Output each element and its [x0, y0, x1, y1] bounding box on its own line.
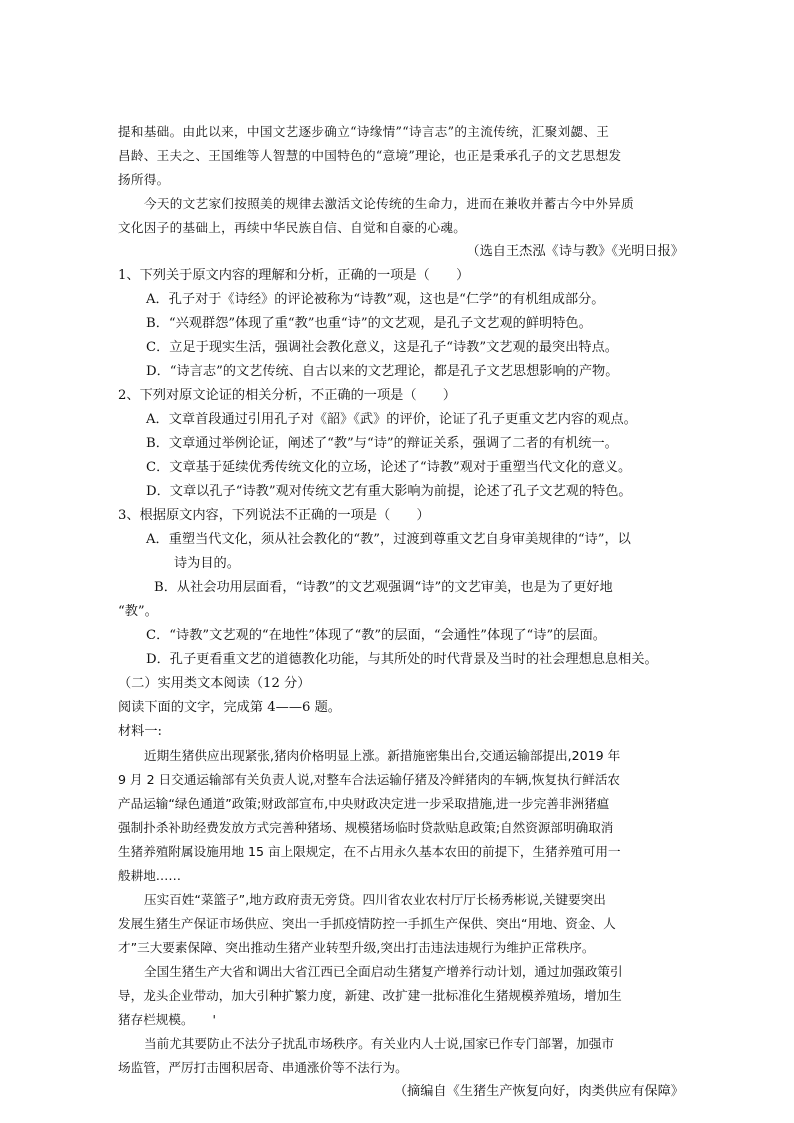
material-line: 导，龙头企业带动，加大引种扩繁力度，新建、改扩建一批标准化生猪规模养殖场，增加生: [118, 988, 622, 1003]
question-3-option-b-cont: “教”。: [118, 604, 158, 619]
material-line: 生猪养殖附属设施用地 15 亩上限规定，在不占用永久基本农田的前提下，生猪养殖可用一: [118, 844, 621, 859]
material-line: 才”三大要素保障、突出推动生猪产业转型升级,突出打击违法违规行为维护正常秩序。: [118, 940, 595, 955]
passage-source: （选自王杰泓《诗与教》《光明日报》: [466, 244, 684, 259]
material-line: 般耕地……: [118, 868, 181, 883]
material-line: 猪存栏规模。 ': [118, 1012, 216, 1027]
material-paragraph: [118, 744, 684, 888]
question-3-option-a: A．重塑当代文化，须从社会教化的“教”，过渡到尊重文艺自身审美规律的“诗”，以: [146, 532, 631, 547]
question-1-option-c: C．立足于现实生活，强调社会教化意义，这是孔子“诗教”文艺观的最突出特点。: [146, 340, 618, 355]
material-paragraph: [118, 888, 684, 960]
question-3-option-d: D．孔子更看重文艺的道德教化功能，与其所处的时代背景及当时的社会理想息息相关。: [146, 652, 658, 667]
question-2-option-c: C．文章基于延续优秀传统文化的立场，论述了“诗教”观对于重塑当代文化的意义。: [146, 460, 632, 475]
passage-line: 提和基础。由此以来，中国文艺逐步确立“诗缘情”“诗言志”的主流传统，汇聚刘勰、王: [118, 124, 610, 139]
material-paragraph: [118, 1032, 684, 1080]
section-instruction: 阅读下面的文字，完成第 4——6 题。: [118, 700, 341, 715]
question-2-option-b: B．文章通过举例论证，阐述了“教”与“诗”的辩证关系，强调了二者的有机统一。: [146, 436, 618, 451]
passage-line: 文化因子的基础上，再续中华民族自信、自觉和自豪的心魂。: [118, 220, 467, 235]
material-line: 发展生猪生产保证市场供应、突出一手抓疫情防控一手抓生产保供、突出“用地、资金、人: [118, 916, 616, 931]
material-source: （摘编自《生猪生产恢复向好，肉类供应有保障》: [393, 1084, 684, 1099]
material-line: 场监管，严厉打击囤积居奇、串通涨价等不法行为。: [118, 1060, 408, 1075]
material-paragraph: [118, 960, 684, 1032]
material-line: 压实百姓“菜篮子”,地方政府责无旁贷。四川省农业农村厅厅长杨秀彬说,关键要突出: [144, 892, 606, 907]
question-3-stem: 3、根据原文内容，下列说法不正确的一项是（ ）: [118, 508, 430, 523]
document-page: [118, 120, 684, 1104]
question-1-option-d: D．“诗言志”的文艺传统、自古以来的文艺理论，都是孔子文艺思想影响的产物。: [146, 364, 619, 379]
material-line: 9 月 2 日交通运输部有关负责人说,对整车合法运输仔猪及冷鲜猪肉的车辆,恢复执行鲜活农: [118, 772, 621, 787]
question-1-option-a: A．孔子对于《诗经》的评论被称为“诗教”观，这也是“仁学”的有机组成部分。: [146, 292, 605, 307]
section-heading: （二）实用类文本阅读（12 分）: [118, 676, 311, 691]
question-1-stem: 1、下列关于原文内容的理解和分析，正确的一项是（ ）: [118, 268, 470, 283]
material-line: 当前尤其要防止不法分子扰乱市场秩序。有关业内人士说,国家已作专门部署，加强市: [144, 1036, 614, 1051]
material-line: 产品运输“绿色通道”政策;财政部宣布,中央财政决定进一步采取措施,进一步完善非洲猪瘟: [118, 796, 610, 811]
question-2-option-d: D．文章以孔子“诗教”观对传统文艺有重大影响为前提，论述了孔子文艺观的特色。: [146, 484, 632, 499]
passage-line: 昌龄、王夫之、王国维等人智慧的中国特色的“意境”理论，也正是秉承孔子的文艺思想发: [118, 148, 622, 163]
question-2-stem: 2、下列对原文论证的相关分析，不正确的一项是（ ）: [118, 388, 457, 403]
question-1-option-b: B．“兴观群怨”体现了重“教”也重“诗”的文艺观，是孔子文艺观的鲜明特色。: [146, 316, 592, 331]
material-label: 材料一:: [118, 724, 163, 739]
question-2-option-a: A．文章首段通过引用孔子对《韶》《武》的评价，论证了孔子更重文艺内容的观点。: [146, 412, 637, 427]
passage-line: 扬所得。: [118, 172, 170, 187]
passage-line: 今天的文艺家们按照美的规律去激活文论传统的生命力，进而在兼收并蓄古今中外异质: [144, 196, 634, 211]
question-3-option-a-cont: 诗为目的。: [174, 556, 240, 571]
question-3-option-b: B．从社会功用层面看，“诗教”的文艺观强调“诗”的文艺审美，也是为了更好地: [154, 580, 613, 595]
material-line: 近期生猪供应出现紧张,猪肉价格明显上涨。新措施密集出台,交通运输部提出,2019 年: [144, 748, 621, 763]
material-line: 强制扑杀补助经费发放方式完善种猪场、规模猪场临时贷款贴息政策;自然资源部明确取消: [118, 820, 614, 835]
question-3-option-c: C．“诗教”文艺观的“在地性”体现了“教”的层面，“会通性”体现了“诗”的层面。: [146, 628, 606, 643]
material-line: 全国生猪生产大省和调出大省江西已全面启动生猪复产增养行动计划，通过加强政策引: [144, 964, 623, 979]
